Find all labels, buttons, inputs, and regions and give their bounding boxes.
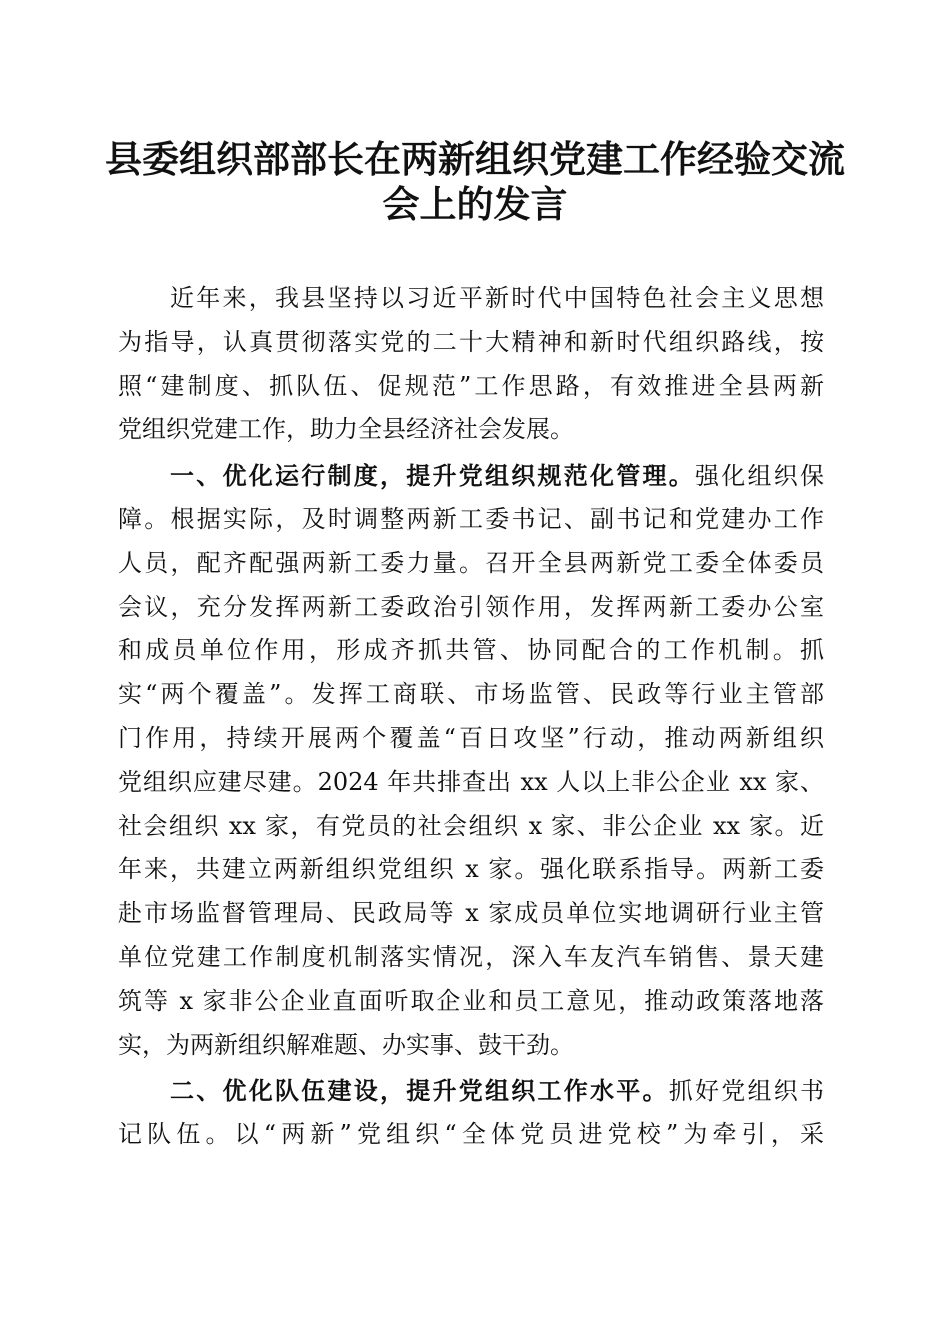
- text-line: 赴市场监督管理局、民政局等 x 家成员单位实地调研行业主管: [118, 899, 824, 928]
- text-line: 和成员单位作用，形成齐抓共管、协同配合的工作机制。抓: [118, 636, 824, 665]
- document-title: [0, 137, 950, 227]
- text-line: 门作用，持续开展两个覆盖“百日攻坚”行动，推动两新组织: [118, 723, 824, 752]
- text-line: [118, 1069, 824, 1113]
- text-line: 照“建制度、抓队伍、促规范”工作思路，有效推进全县两新: [118, 371, 824, 400]
- text-line: 实，为两新组织解难题、办实事、鼓干劲。: [118, 1030, 574, 1059]
- text-line: 人员，配齐配强两新工委力量。召开全县两新党工委全体委员: [118, 548, 824, 577]
- text-line: 党组织应建尽建。2024 年共排查出 xx 人以上非公企业 xx 家、: [118, 767, 824, 796]
- text-line: 年来，共建立两新组织党组织 x 家。强化联系指导。两新工委: [118, 855, 824, 884]
- section-heading: 二、优化队伍建设，提升党组织工作水平。: [170, 1076, 669, 1106]
- paragraph-intro: [118, 277, 824, 452]
- title-line-1: 县委组织部部长在两新组织党建工作经验交流: [105, 137, 845, 181]
- paragraph-section-1: [118, 454, 824, 1067]
- text-line: 实“两个覆盖”。发挥工商联、市场监管、民政等行业主管部: [118, 680, 824, 709]
- text-line: 单位党建工作制度机制落实情况，深入车友汽车销售、景天建: [118, 942, 824, 971]
- text-line: [118, 454, 824, 498]
- section-heading: 一、优化运行制度，提升党组织规范化管理。: [170, 461, 695, 491]
- text-line: 障。根据实际，及时调整两新工委书记、副书记和党建办工作: [118, 504, 824, 533]
- document-body: [118, 277, 824, 1157]
- text-span: 强化组织保: [695, 462, 824, 491]
- text-line: 社会组织 xx 家，有党员的社会组织 x 家、非公企业 xx 家。近: [118, 811, 824, 840]
- title-line-2: 会上的发言: [382, 182, 568, 226]
- text-line: 党组织党建工作，助力全县经济社会发展。: [118, 415, 574, 444]
- text-line: 近年来，我县坚持以习近平新时代中国特色社会主义思想: [170, 284, 824, 312]
- paragraph-section-2: [118, 1069, 824, 1157]
- text-line: 会议，充分发挥两新工委政治引领作用，发挥两新工委办公室: [118, 592, 824, 621]
- text-line: 筑等 x 家非公企业直面听取企业和员工意见，推动政策落地落: [118, 986, 824, 1015]
- text-line: 记队伍。以“两新”党组织“全体党员进党校”为牵引，采: [118, 1120, 824, 1149]
- text-line: 为指导，认真贯彻落实党的二十大精神和新时代组织路线，按: [118, 327, 824, 356]
- text-span: 抓好党组织书: [668, 1077, 824, 1106]
